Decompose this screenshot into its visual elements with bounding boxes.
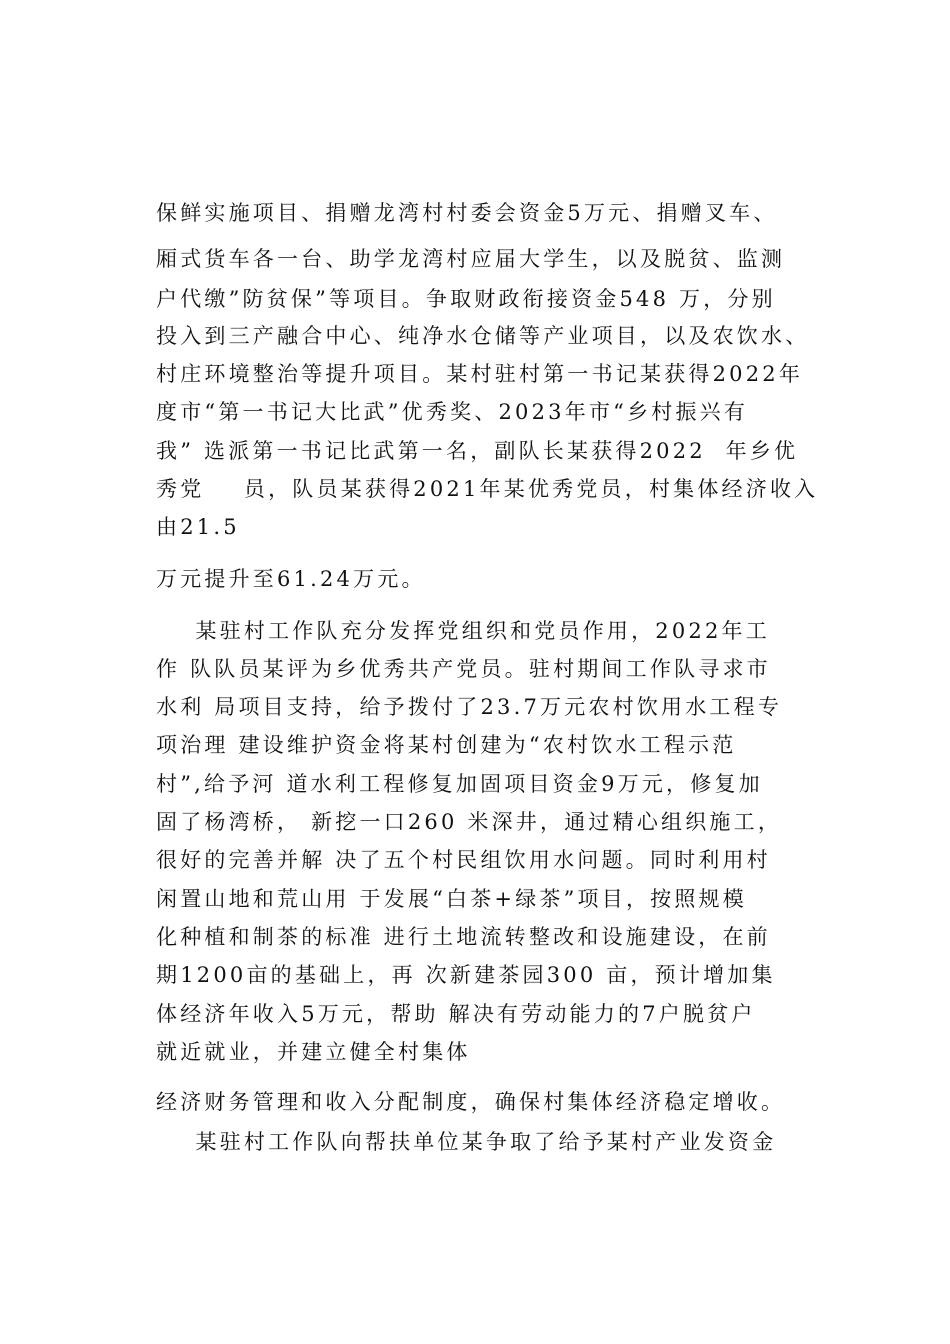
text-line: 固了杨湾桥， 新挖一口260 米深井，通过精心组织施工， [156, 810, 783, 834]
text-line: 期1200亩的基础上，再 次新建茶园300 亩，预计增加集 [156, 963, 776, 987]
text-line: 就近就业，并建立健全村集体 [156, 1040, 471, 1064]
text-line: 保鲜实施项目、捐赠龙湾村村委会资金5万元、捐赠叉车、 [156, 201, 778, 225]
text-line: 某驻村工作队向帮扶单位某争取了给予某村产业发资金 [156, 1130, 777, 1154]
text-line: 厢式货车各一台、助学龙湾村应届大学生，以及脱贫、监测 [156, 247, 786, 271]
text-line: 某驻村工作队充分发挥党组织和党员作用，2022年工 [156, 619, 770, 643]
text-line: 我” 选派第一书记比武第一名，副队长某获得2022 年乡优 [156, 439, 799, 463]
text-line: 投入到三产融合中心、纯净水仓储等产业项目，以及农饮水、 [156, 324, 810, 348]
text-line: 由21.5 [156, 515, 240, 539]
text-line: 万元提升至61.24万元。 [156, 567, 426, 591]
text-line: 很好的完善并解 决了五个村民组饮用水问题。同时利用村 [156, 848, 771, 872]
text-line: 作 队队员某评为乡优秀共产党员。驻村期间工作队寻求市 [156, 657, 771, 681]
text-line: 项治理 建设维护资金将某村创建为“农村饮水工程示范 [156, 733, 737, 757]
text-line: 户代缴”防贫保”等项目。争取财政衔接资金548 万，分别 [156, 287, 776, 311]
text-line: 水利 局项目支持，给予拨付了23.7万元农村饮用水工程专 [156, 695, 783, 719]
text-line: 村”,给予河 道水利工程修复加固项目资金9万元，修复加 [156, 772, 763, 796]
text-line: 经济财务管理和收入分配制度，确保村集体经济稳定增收。 [156, 1090, 786, 1114]
text-line: 化种植和制茶的标准 进行土地流转整改和设施建设，在前 [156, 925, 771, 949]
text-line: 体经济年收入5万元，帮助 解决有劳动能力的7户脱贫户 [156, 1002, 756, 1026]
text-line: 度市“第一书记大比武”优秀奖、2023年市“乡村振兴有 [156, 400, 749, 424]
text-line: 闲置山地和荒山用 于发展“白茶+绿茶”项目，按照规模 [156, 887, 747, 911]
text-line: 秀党 员，队员某获得2021年某优秀党员，村集体经济收入 [156, 477, 819, 501]
text-line: 村庄环境整治等提升项目。某村驻村第一书记某获得2022年 [156, 362, 804, 386]
